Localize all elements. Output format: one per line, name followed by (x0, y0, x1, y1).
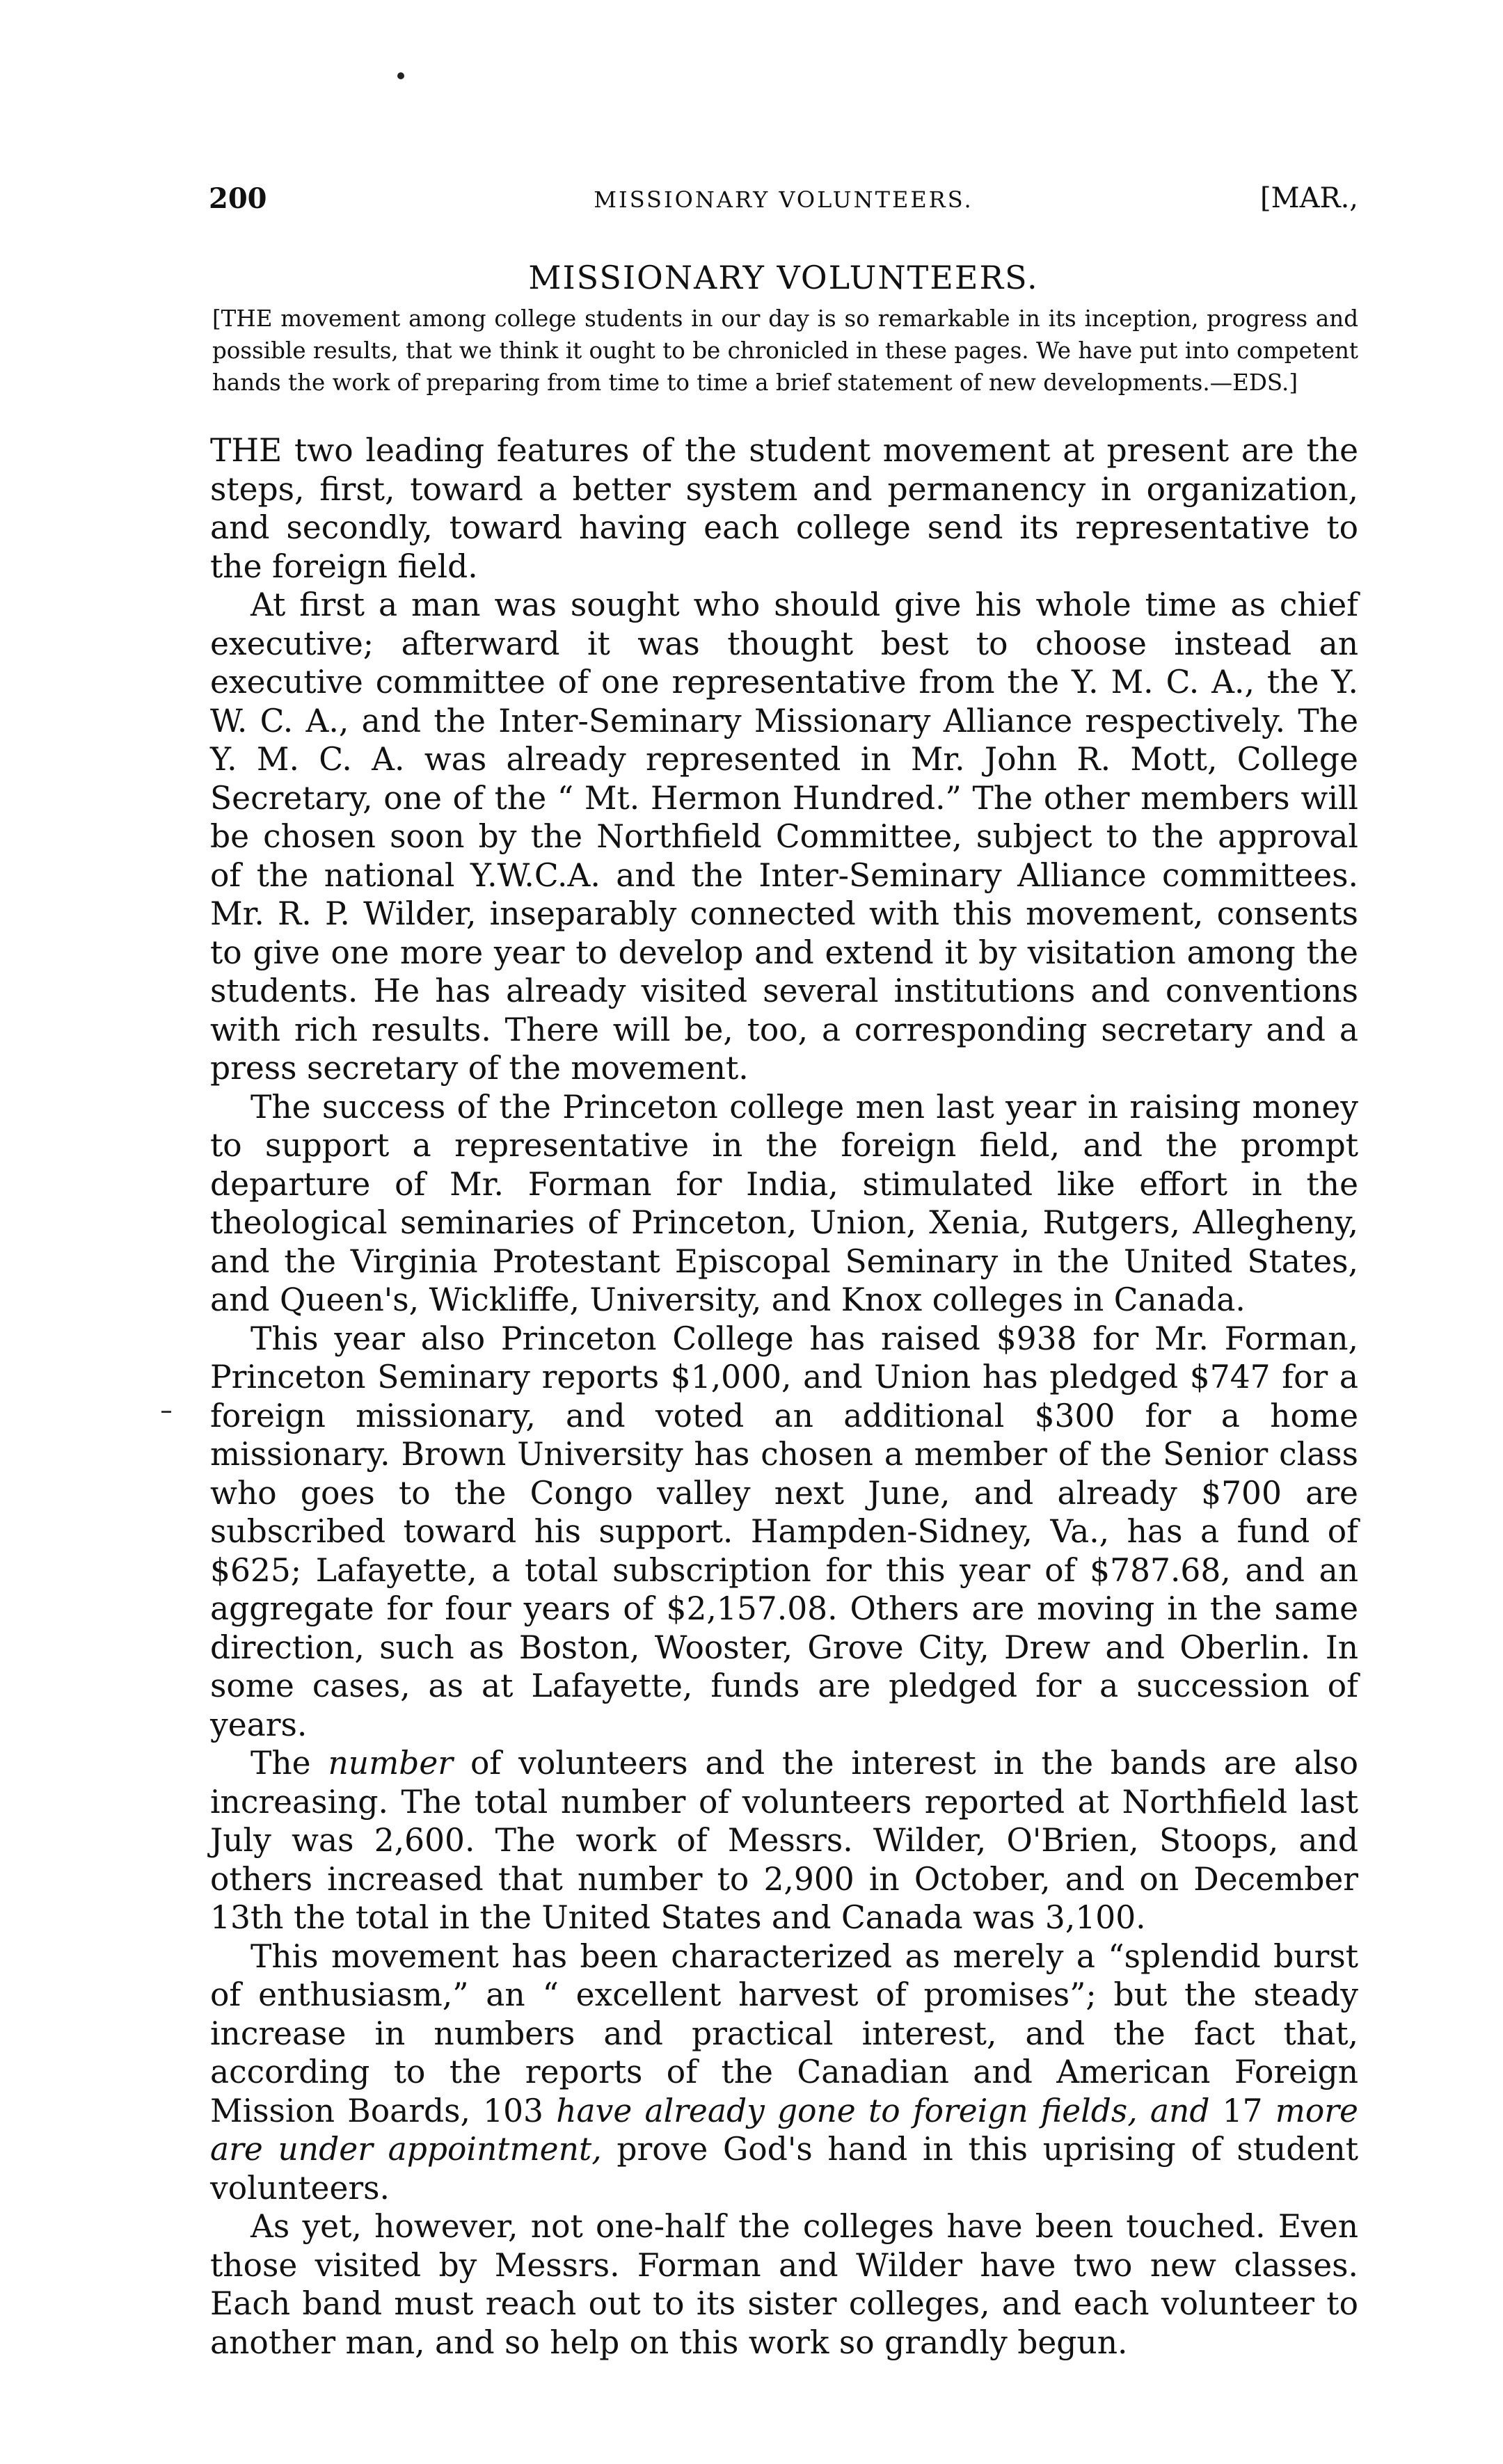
paragraph (210, 1744, 1358, 1937)
paragraph-text: At first a man was sought who should give his whole time as chief executive; afterward it was thought best to choose instead an executive committee of one representative from the Y. M. C. A., the Y. W. C. A., and the Inter-Seminary Missionary Alliance respectively. The Y. M. C. A. was already represented in Mr. John R. Mott, College Secretary, one of the “ Mt. Hermon Hundred.” The other members will be chosen soon by the Northfield Committee, subject to the approval of the national Y.W.C.A. and the Inter-Seminary Alliance committees. Mr. R. P. Wilder, inseparably connected with this movement, consents to give one more year to develop and extend it by visitation among the students. He has already visited several institutions and conventions with rich results. There will be, too, a corresponding secretary and a press secretary of the movement. (210, 586, 1358, 1087)
paragraph-text: prove God's hand in this uprising of student volunteers. (210, 2131, 1358, 2207)
emphasis: number (328, 1745, 454, 1782)
article-title: MISSIONARY VOLUNTEERS. (528, 259, 1039, 296)
paragraph-text: This movement has been characterized as merely a “splendid burst of enthusiasm,” an “ excellent harvest of promises”; but the steady increase in numbers and practical interest, and the fact that, according to the reports of the Canadian and American Foreign Mission Boards, 103 (210, 1937, 1358, 2129)
section-mark: [MAR., (1260, 182, 1358, 214)
paragraph (210, 1320, 1358, 1745)
paragraph (210, 586, 1358, 1088)
paragraph (210, 1088, 1358, 1320)
emphasis: have already gone to foreign fields, and (556, 2092, 1210, 2129)
margin-mark (161, 1411, 171, 1413)
paragraph-text: 17 (1209, 2092, 1275, 2129)
page-number: 200 (209, 182, 267, 215)
running-title: MISSIONARY VOLUNTEERS. (594, 186, 973, 213)
paragraph (210, 2207, 1358, 2362)
paragraph-lead: THE (210, 432, 283, 469)
paragraph-text: As yet, however, not one-half the colleges have been touched. Even those visited by Messrs. Forman and Wilder have two new classes. Each band must reach out to its sister colleges, and each volunteer to another man, and so help on this work so grandly begun. (210, 2208, 1358, 2361)
paragraph-text: The (250, 1745, 328, 1782)
emphasis: more are under appointment, (210, 2092, 1358, 2168)
ink-speck (397, 72, 404, 79)
paragraph-text: two leading features of the student movement at present are the steps, first, toward a better system and permanency in organization, and secondly, toward having each college send its representative to the foreign field. (210, 432, 1358, 585)
page-header (209, 182, 1358, 224)
editorial-note: [THE movement among college students in our day is so remarkable in its inception, progress and possible results, that we think it ought to be chronicled in these pages. We have put into competent hands the work of preparing from time to time a brief statement of new developments.—EDS.] (212, 305, 1358, 396)
article-body (210, 431, 1358, 2362)
paragraph-text: This year also Princeton College has raised $938 for Mr. Forman, Princeton Seminary reports $1,000, and Union has pledged $747 for a foreign missionary, and voted an additional $300 for a home missionary. Brown University has chosen a member of the Senior class who goes to the Congo valley next June, and already $700 are subscribed toward his support. Hampden-Sidney, Va., has a fund of $625; Lafayette, a total subscription for this year of $787.68, and an aggregate for four years of $2,157.08. Others are moving in the same direction, such as Boston, Wooster, Grove City, Drew and Oberlin. In some cases, as at Lafayette, funds are pledged for a succession of years. (210, 1320, 1358, 1743)
paragraph (210, 1937, 1358, 2208)
paragraph-text: of volunteers and the interest in the bands are also increasing. The total number of volunteers reported at Northfield last July was 2,600. The work of Messrs. Wilder, O'Brien, Stoops, and others increased that number to 2,900 in October, and on December 13th the total in the United States and Canada was 3,100. (210, 1745, 1358, 1936)
paragraph-text: The success of the Princeton college men last year in raising money to support a representative in the foreign field, and the prompt departure of Mr. Forman for India, stimulated like effort in the theological seminaries of Princeton, Union, Xenia, Rutgers, Allegheny, and the Virginia Protestant Episcopal Seminary in the United States, and Queen's, Wickliffe, University, and Knox colleges in Canada. (210, 1088, 1358, 1318)
paragraph (210, 431, 1358, 586)
